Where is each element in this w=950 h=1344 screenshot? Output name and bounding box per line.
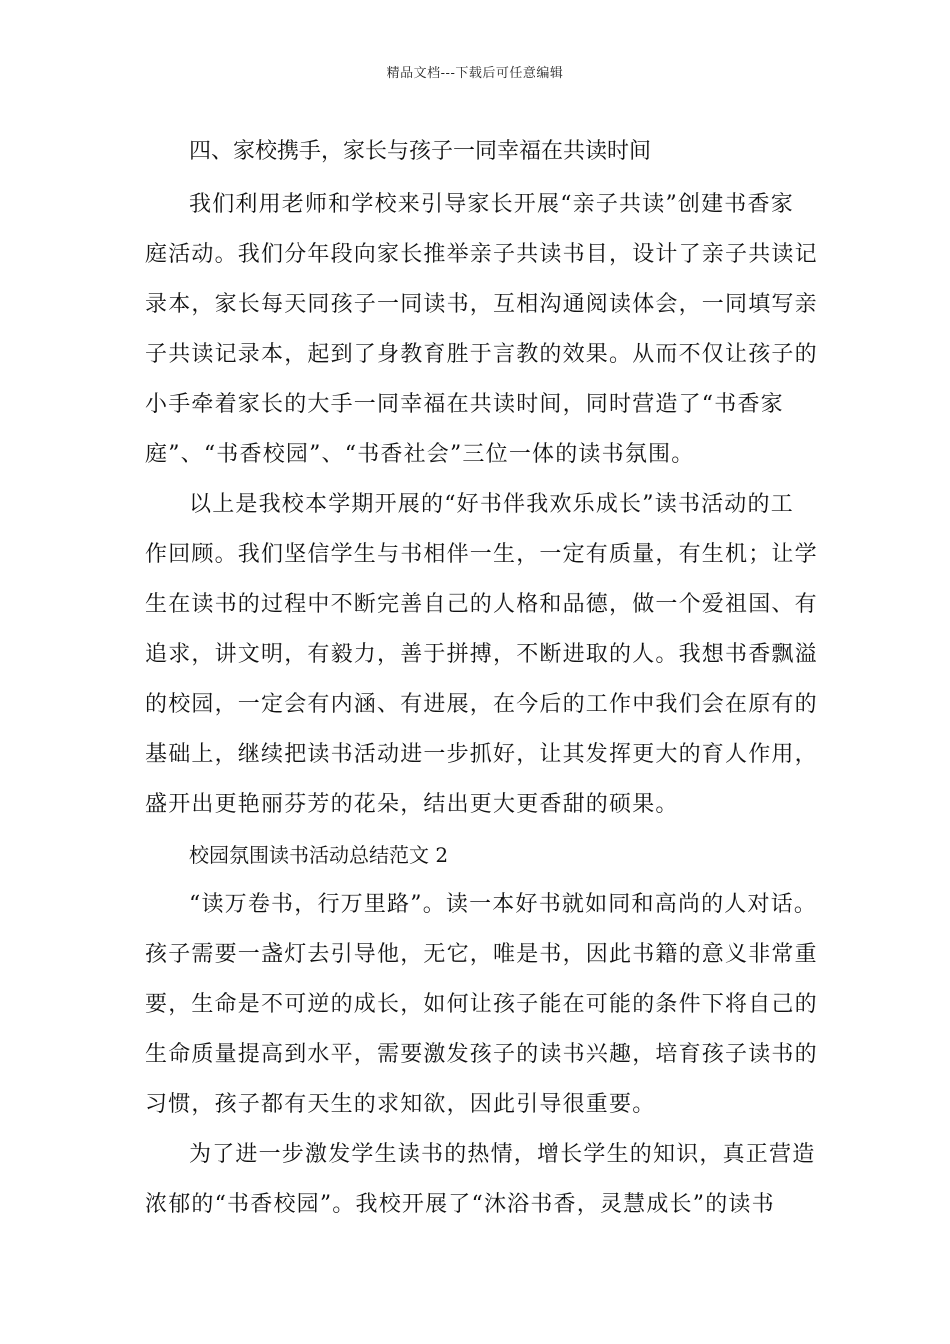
paragraph-activity-intro [145, 1130, 835, 1230]
paragraph-line: 生在读书的过程中不断完善自己的人格和品德，做一个爱祖国、有 [145, 592, 818, 617]
paragraph-line: 庭活动。我们分年段向家长推举亲子共读书目，设计了亲子共读记 [145, 242, 818, 267]
paragraph-line: 盛开出更艳丽芬芳的花朵，结出更大更香甜的硕果。 [145, 792, 679, 817]
paragraph-line: 庭”、“书香校园”、“书香社会”三位一体的读书氛围。 [145, 442, 695, 467]
paragraph-line: 录本，家长每天同孩子一同读书，互相沟通阅读体会，一同填写亲 [145, 292, 818, 317]
article-subheading: 校园氛围读书活动总结范文 2 [189, 843, 449, 867]
paragraph-line: 浓郁的“书香校园”。我校开展了“沐浴书香，灵慧成长”的读书 [145, 1192, 775, 1217]
paragraph-line: 习惯，孩子都有天生的求知欲，因此引导很重要。 [145, 1092, 656, 1117]
section-heading: 四、家校携手，家长与孩子一同幸福在共读时间 [189, 139, 652, 164]
paragraph-parent-child-reading [145, 180, 835, 480]
paragraph-line: 我们利用老师和学校来引导家长开展“亲子共读”创建书香家 [189, 192, 794, 217]
paragraph-line: 的校园，一定会有内涵、有进展，在今后的工作中我们会在原有的 [145, 692, 818, 717]
paragraph-line: 追求，讲文明，有毅力，善于拼搏，不断进取的人。我想书香飘溢 [145, 642, 818, 667]
document-body [145, 130, 835, 1230]
paragraph-line: 子共读记录本，起到了身教育胜于言教的效果。从而不仅让孩子的 [145, 342, 818, 367]
paragraph-line: 生命质量提高到水平，需要激发孩子的读书兴趣，培育孩子读书的 [145, 1042, 818, 1067]
paragraph-line: 要，生命是不可逆的成长，如何让孩子能在可能的条件下将自己的 [145, 992, 818, 1017]
paragraph-review [145, 480, 835, 830]
paragraph-line: 作回顾。我们坚信学生与书相伴一生，一定有质量，有生机；让学 [145, 542, 818, 567]
paragraph-line: “读万卷书，行万里路”。读一本好书就如同和高尚的人对话。 [189, 892, 818, 917]
paragraph-line: 孩子需要一盏灯去引导他，无它，唯是书，因此书籍的意义非常重 [145, 942, 818, 967]
paragraph-line: 为了进一步激发学生读书的热情，增长学生的知识，真正营造 [189, 1142, 816, 1167]
paragraph-line: 小手牵着家长的大手一同幸福在共读时间，同时营造了“书香家 [145, 392, 784, 417]
paragraph-line: 以上是我校本学期开展的“好书伴我欢乐成长”读书活动的工 [189, 492, 794, 517]
page-header: 精品文档---下载后可任意编辑 [386, 66, 564, 81]
paragraph-line: 基础上，继续把读书活动进一步抓好，让其发挥更大的育人作用， [145, 742, 818, 767]
paragraph-reading-quote [145, 880, 835, 1130]
